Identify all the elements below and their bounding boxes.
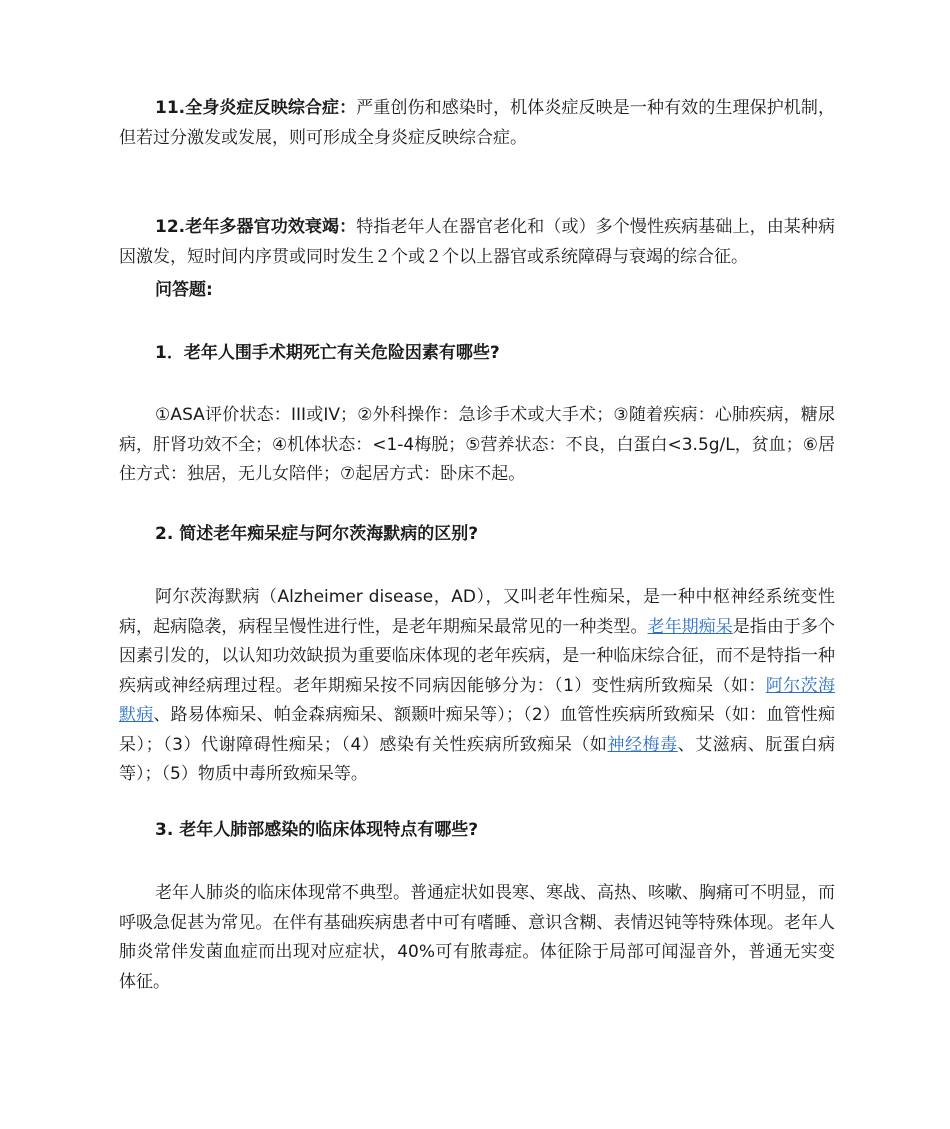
answer-2-text-1: 阿尔茨海默病（Alzheimer disease，AD），又叫老年性痴呆，是一种中枢神经系统变性病，起病隐袭，病程呈慢性进行性，是老年期痴呆最常见的一种类型。	[119, 587, 835, 637]
question-1-answer: ①ASA评价状态：III或IV；②外科操作：急诊手术或大手术；③随着疾病：心肺疾病，糖尿病，肝肾功效不全；④机体状态：<1-4梅脱；⑤营养状态：不良，白蛋白<3.5g/L，贫血；⑥居住方式：独居，无儿女陪伴；⑦起居方式：卧床不起。	[119, 405, 835, 484]
definition-11-text: 严重创伤和感染时，机体炎症反映是一种有效的生理保护机制，但若过分激发或发展，则可形成全身炎症反映综合症。	[119, 98, 836, 148]
definition-12-term: 12.老年多器官功效衰竭：	[155, 217, 357, 237]
definition-12-text: 特指老年人在器官老化和（或）多个慢性疾病基础上，由某种病因激发，短时间内序贯或同时发生２个或２个以上器官或系统障碍与衰竭的综合征。	[119, 217, 836, 267]
link-neurosyphilis[interactable]: 神经梅毒	[607, 734, 678, 755]
question-3-heading: 3. 老年人肺部感染的临床体现特点有哪些?	[155, 820, 479, 840]
link-alzheimer-disease[interactable]: 阿尔茨海默病	[119, 675, 835, 725]
qa-section-heading: 问答题:	[155, 280, 213, 300]
answer-2-text-4: 、艾滋病、朊蛋白病等）；（5）物质中毒所致痴呆等。	[119, 734, 836, 784]
question-1-heading: 1．老年人围手术期死亡有关危险因素有哪些?	[155, 343, 500, 363]
question-3-answer: 老年人肺炎的临床体现常不典型。普通症状如畏寒、寒战、高热、咳嗽、胸痛可不明显，而呼吸急促甚为常见。在伴有基础疾病患者中可有嗜睡、意识含糊、表情迟钝等特殊体现。老年人肺炎常伴发菌血症而出现对应症状，40%可有脓毒症。体征除于局部可闻湿音外，普通无实变体征。	[119, 883, 835, 992]
definition-11-term: 11.全身炎症反映综合症：	[155, 98, 357, 118]
answer-2-text-2: 是指由于多个因素引发的，以认知功效缺损为重要临床体现的老年疾病，是一种临床综合征，而不是特指一种疾病或神经病理过程。老年期痴呆按不同病因能够分为：（1）变性病所致痴呆（如：	[119, 616, 836, 696]
definition-12	[119, 213, 835, 272]
answer-2-text-3: 、路易体痴呆、帕金森病痴呆、额颞叶痴呆等）；（2）血管性疾病所致痴呆（如：血管性痴呆）；（3）代谢障碍性痴呆；（4）感染有关性疾病所致痴呆（如	[119, 705, 835, 755]
definition-11	[119, 94, 835, 153]
question-2-answer	[119, 583, 835, 790]
link-senile-dementia[interactable]: 老年期痴呆	[647, 616, 733, 637]
question-2-heading: 2. 简述老年痴呆症与阿尔茨海默病的区别?	[155, 524, 479, 544]
